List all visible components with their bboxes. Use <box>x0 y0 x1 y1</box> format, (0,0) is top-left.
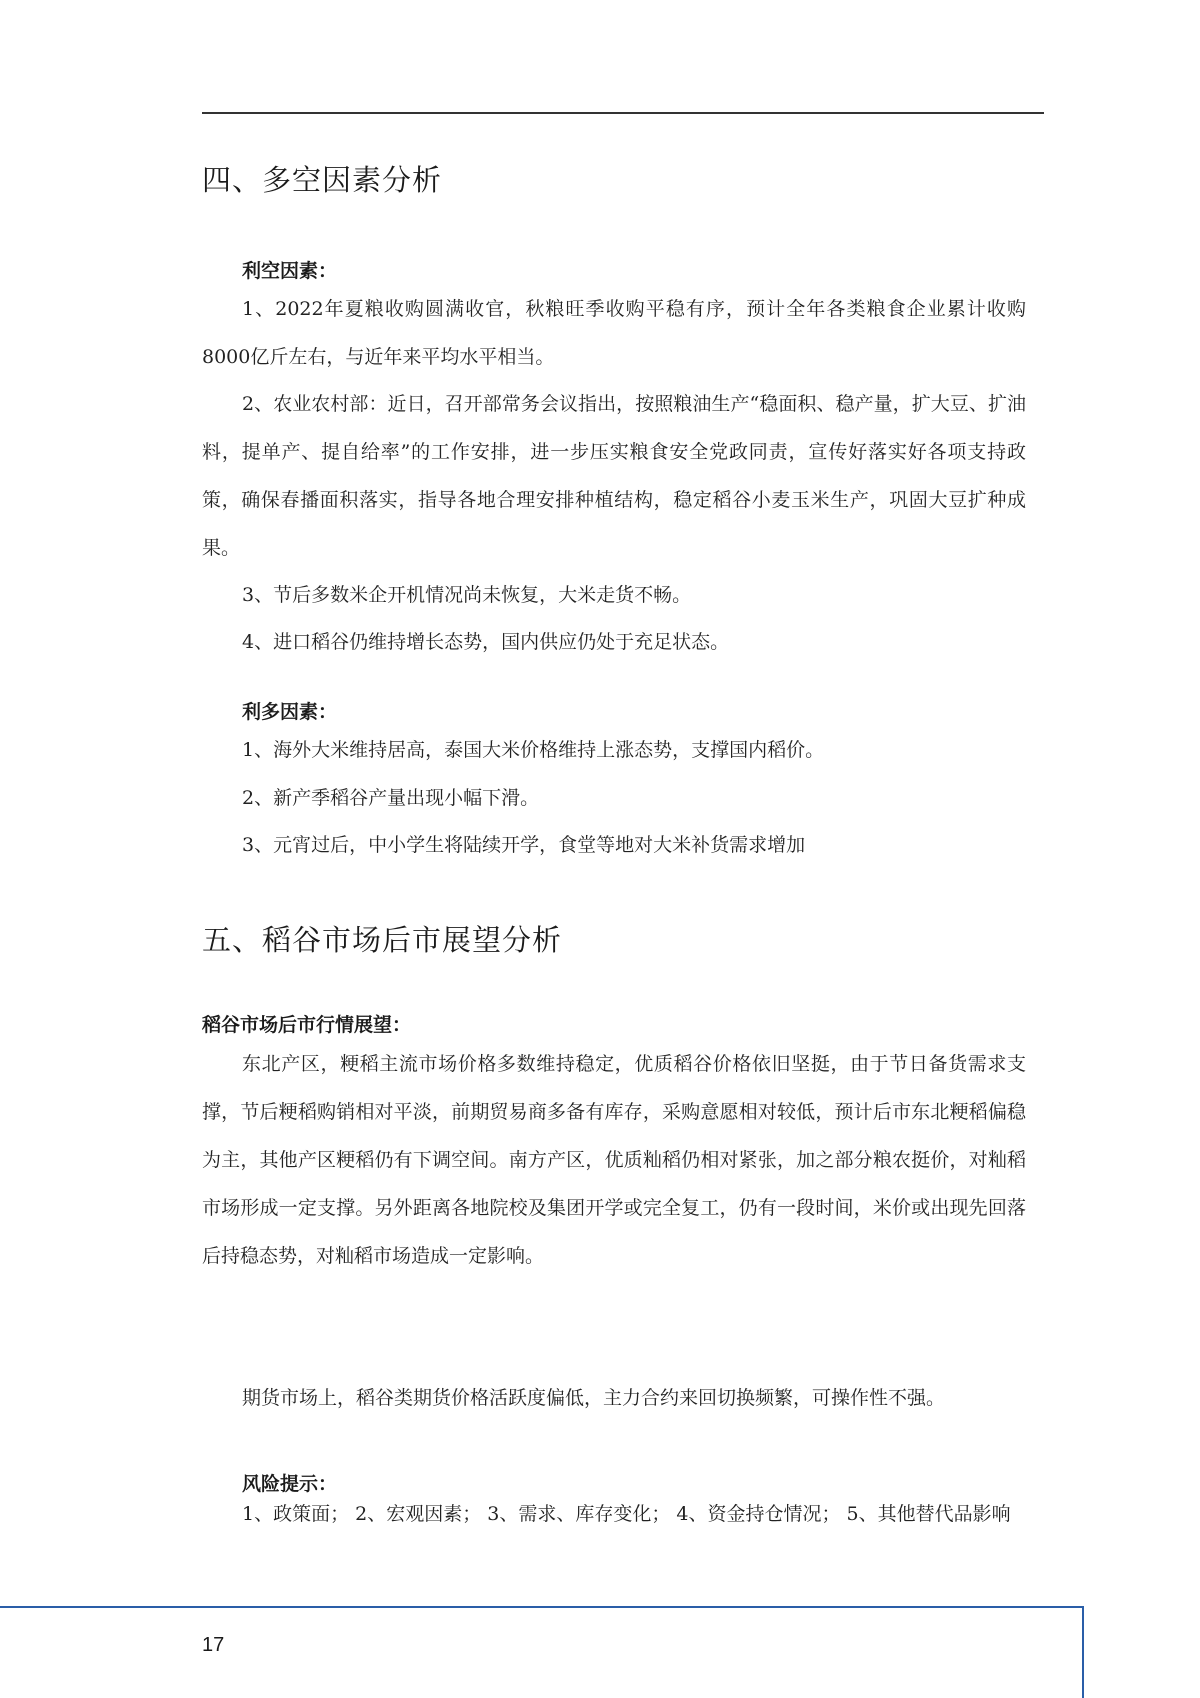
header-rule <box>202 112 1044 114</box>
risk-paragraph: 1、政策面； 2、宏观因素； 3、需求、库存变化； 4、资金持仓情况； 5、其他替代品影响 <box>242 1503 1011 1525</box>
section-title-4: 四、多空因素分析 <box>202 163 443 197</box>
bearish-item-2: 2、农业农村部：近日，召开部常务会议指出，按照粮油生产“稳面积、稳产量，扩大豆、扩油料，提单产、提自给率”的工作安排，进一步压实粮食安全党政同责，宣传好落实好各项支持政策，确保春播面积落实，指导各地合理安排种植结构，稳定稻谷小麦玉米生产，巩固大豆扩种成果。 <box>202 393 1026 559</box>
bullish-heading: 利多因素： <box>242 701 338 723</box>
bearish-item-1: 1、2022年夏粮收购圆满收官，秋粮旺季收购平稳有序，预计全年各类粮食企业累计收购8000亿斤左右，与近年来平均水平相当。 <box>202 298 1026 368</box>
footer-frame <box>0 1606 1084 1698</box>
bullish-item-2: 2、新产季稻谷产量出现小幅下滑。 <box>242 787 540 809</box>
futures-paragraph: 期货市场上，稻谷类期货价格活跃度偏低，主力合约来回切换频繁，可操作性不强。 <box>242 1387 946 1409</box>
outlook-paragraph: 东北产区，粳稻主流市场价格多数维持稳定，优质稻谷价格依旧坚挺，由于节日备货需求支撑，节后粳稻购销相对平淡，前期贸易商多备有库存，采购意愿相对较低，预计后市东北粳稻偏稳为主，其他产区粳稻仍有下调空间。南方产区，优质籼稻仍相对紧张，加之部分粮农挺价，对籼稻市场形成一定支撑。另外距离各地院校及集团开学或完全复工，仍有一段时间，米价或出现先回落后持稳态势，对籼稻市场造成一定影响。 <box>202 1053 1026 1267</box>
bearish-item-3: 3、节后多数米企开机情况尚未恢复，大米走货不畅。 <box>242 584 692 606</box>
bearish-item-4: 4、进口稻谷仍维持增长态势，国内供应仍处于充足状态。 <box>242 631 730 653</box>
page-number: 17 <box>202 1634 225 1656</box>
section-title-5: 五、稻谷市场后市展望分析 <box>202 923 563 957</box>
bullish-item-1: 1、海外大米维持居高，泰国大米价格维持上涨态势，支撑国内稻价。 <box>242 739 825 761</box>
bullish-item-3: 3、元宵过后，中小学生将陆续开学，食堂等地对大米补货需求增加 <box>242 834 806 856</box>
outlook-heading: 稻谷市场后市行情展望： <box>202 1014 412 1036</box>
bearish-heading: 利空因素： <box>242 260 338 282</box>
risk-heading: 风险提示： <box>242 1473 338 1495</box>
